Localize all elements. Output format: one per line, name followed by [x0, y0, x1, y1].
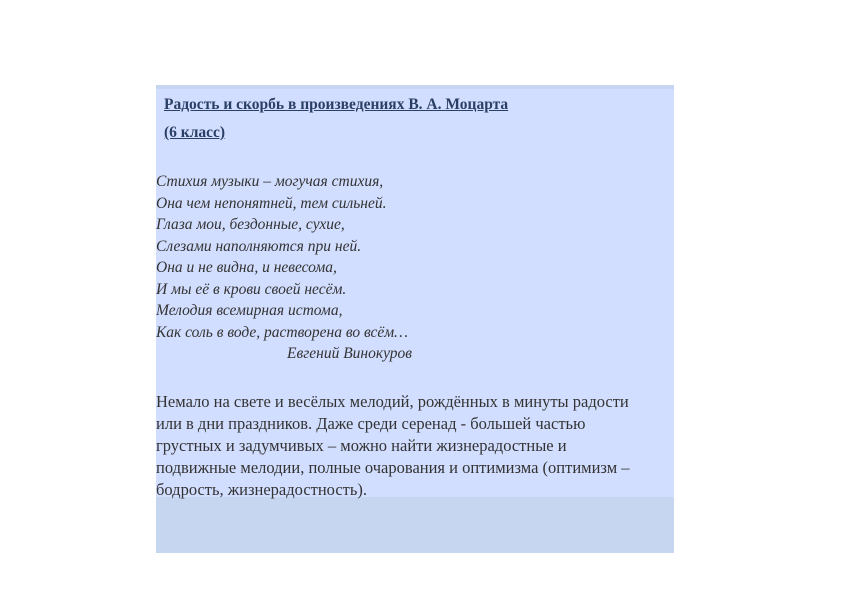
poem — [156, 171, 408, 343]
paragraph-line: Немало на свете и весёлых мелодий, рождённых в минуты радости — [156, 392, 629, 411]
poem-line: Как соль в воде, растворена во всём… — [156, 323, 408, 341]
paragraph-line: грустных и задумчивых – можно найти жизнерадостные и — [156, 436, 567, 455]
poem-line: И мы её в крови своей несём. — [156, 280, 347, 298]
poem-author: Евгений Винокуров — [287, 345, 412, 362]
poem-line: Стихия музыки – могучая стихия, — [156, 173, 384, 190]
poem-line: Слезами наполняются при ней. — [156, 237, 362, 255]
paragraph-line: или в дни праздников. Даже среди серенад - большей частью — [156, 414, 586, 433]
content-panel — [156, 85, 674, 553]
slide-subtitle-grade: (6 класс) — [164, 124, 226, 141]
body-paragraph — [156, 391, 674, 501]
paragraph-line: бодрость, жизнерадостность). — [156, 480, 368, 499]
slide-title: Радость и скорбь в произведениях В. А. Моцарта — [164, 96, 509, 113]
paragraph-line: подвижные мелодии, полные очарования и оптимизма (оптимизм – — [156, 458, 630, 477]
text-box — [156, 89, 674, 497]
poem-line: Мелодия всемирная истома, — [156, 302, 343, 319]
poem-line: Она чем непонятней, тем сильней. — [156, 194, 387, 212]
poem-line: Она и не видна, и невесома, — [156, 259, 337, 276]
poem-line: Глаза мои, бездонные, сухие, — [156, 216, 345, 233]
